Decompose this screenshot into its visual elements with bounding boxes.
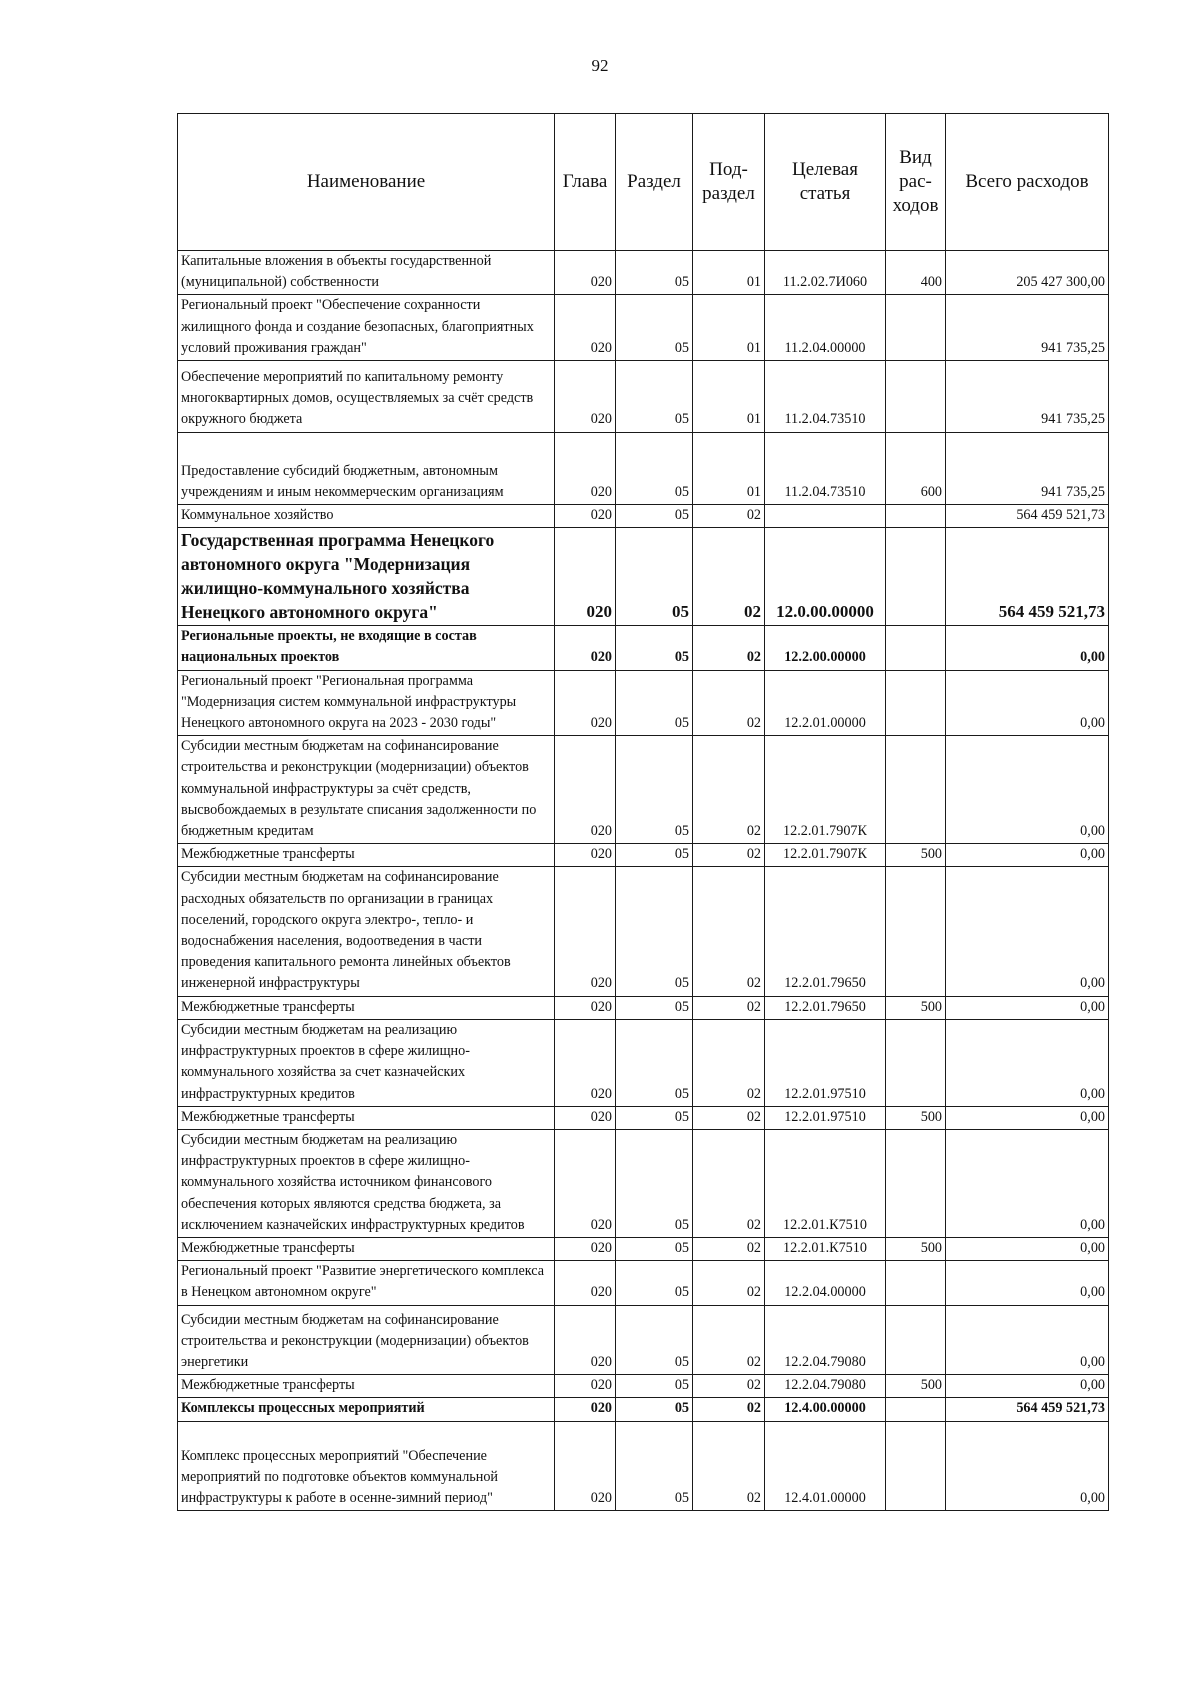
- cell-name: Обеспечение мероприятий по капитальному ремонту многоквартирных домов, осуществляемых за счёт средств окружного бюджета: [178, 361, 555, 433]
- cell-subsection: 02: [693, 1421, 765, 1511]
- cell-section: 05: [616, 505, 693, 528]
- cell-subsection: 02: [693, 1106, 765, 1129]
- cell-type: [886, 670, 946, 736]
- cell-subsection: 02: [693, 1398, 765, 1421]
- cell-name: Субсидии местным бюджетам на софинансирование строительства и реконструкции (модернизации) объектов энергетики: [178, 1305, 555, 1375]
- cell-subsection: 02: [693, 1305, 765, 1375]
- table-row: [178, 1305, 1109, 1375]
- cell-chapter: 020: [555, 295, 616, 361]
- cell-type: 500: [886, 1237, 946, 1260]
- header-name: Наименование: [178, 114, 555, 251]
- cell-type: [886, 1305, 946, 1375]
- cell-target: 12.2.01.К7510: [765, 1129, 886, 1237]
- cell-chapter: 020: [555, 1129, 616, 1237]
- cell-subsection: 02: [693, 626, 765, 670]
- cell-total: 0,00: [946, 1019, 1109, 1106]
- cell-subsection: 01: [693, 361, 765, 433]
- cell-subsection: 02: [693, 1375, 765, 1398]
- cell-section: 05: [616, 1398, 693, 1421]
- cell-chapter: 020: [555, 996, 616, 1019]
- cell-type: 500: [886, 996, 946, 1019]
- cell-subsection: 02: [693, 996, 765, 1019]
- budget-table: [177, 113, 1109, 1511]
- cell-section: 05: [616, 295, 693, 361]
- cell-name: Межбюджетные трансферты: [178, 996, 555, 1019]
- cell-target: 12.2.01.97510: [765, 1106, 886, 1129]
- cell-total: 0,00: [946, 1129, 1109, 1237]
- header-chapter: Глава: [555, 114, 616, 251]
- cell-section: 05: [616, 1129, 693, 1237]
- cell-target: 12.2.01.00000: [765, 670, 886, 736]
- cell-section: 05: [616, 1421, 693, 1511]
- cell-target: 11.2.04.73510: [765, 432, 886, 504]
- cell-type: [886, 736, 946, 844]
- cell-total: 564 459 521,73: [946, 528, 1109, 626]
- table-row: [178, 295, 1109, 361]
- cell-total: 941 735,25: [946, 295, 1109, 361]
- cell-type: [886, 1129, 946, 1237]
- cell-target: 12.0.00.00000: [765, 528, 886, 626]
- cell-chapter: 020: [555, 1375, 616, 1398]
- cell-total: 0,00: [946, 1106, 1109, 1129]
- cell-subsection: 02: [693, 505, 765, 528]
- cell-type: 500: [886, 1375, 946, 1398]
- cell-total: 941 735,25: [946, 361, 1109, 433]
- cell-type: 500: [886, 844, 946, 867]
- cell-section: 05: [616, 1106, 693, 1129]
- cell-name: Субсидии местным бюджетам на софинансирование расходных обязательств по организации в границах поселений, городского округа электро-, тепло- и водоснабжения населения, водоотведения в части проведения капитального ремонта линейных объектов инженерной инфраструктуры: [178, 867, 555, 996]
- table-row: [178, 1106, 1109, 1129]
- cell-name: Региональные проекты, не входящие в состав национальных проектов: [178, 626, 555, 670]
- header-subsection: Под-раздел: [693, 114, 765, 251]
- table-row: [178, 844, 1109, 867]
- cell-target: 12.2.04.00000: [765, 1261, 886, 1305]
- cell-target: 12.2.04.79080: [765, 1305, 886, 1375]
- cell-section: 05: [616, 844, 693, 867]
- table-row: [178, 996, 1109, 1019]
- cell-target: 12.2.01.97510: [765, 1019, 886, 1106]
- cell-type: [886, 361, 946, 433]
- cell-chapter: 020: [555, 1106, 616, 1129]
- cell-name: Субсидии местным бюджетам на реализацию инфраструктурных проектов в сфере жилищно-коммунального хозяйства за счет казначейских инфраструктурных кредитов: [178, 1019, 555, 1106]
- table-row: [178, 505, 1109, 528]
- cell-subsection: 02: [693, 1261, 765, 1305]
- cell-target: [765, 505, 886, 528]
- cell-chapter: 020: [555, 505, 616, 528]
- cell-total: 205 427 300,00: [946, 251, 1109, 295]
- cell-section: 05: [616, 1305, 693, 1375]
- cell-section: 05: [616, 996, 693, 1019]
- cell-subsection: 01: [693, 251, 765, 295]
- table-row: [178, 1375, 1109, 1398]
- cell-target: 12.2.01.7907К: [765, 736, 886, 844]
- cell-chapter: 020: [555, 1305, 616, 1375]
- cell-section: 05: [616, 361, 693, 433]
- cell-name: Региональный проект "Региональная программа "Модернизация систем коммунальной инфраструктуры Ненецкого автономного округа на 2023 - 2030 годы": [178, 670, 555, 736]
- cell-total: 0,00: [946, 1305, 1109, 1375]
- cell-total: 0,00: [946, 626, 1109, 670]
- cell-section: 05: [616, 1261, 693, 1305]
- cell-total: 941 735,25: [946, 432, 1109, 504]
- cell-total: 564 459 521,73: [946, 1398, 1109, 1421]
- cell-chapter: 020: [555, 528, 616, 626]
- table-row: [178, 1237, 1109, 1260]
- page-number: 92: [591, 56, 609, 75]
- cell-name: Комплексы процессных мероприятий: [178, 1398, 555, 1421]
- cell-name: Региональный проект "Обеспечение сохранности жилищного фонда и создание безопасных, благоприятных условий проживания граждан": [178, 295, 555, 361]
- cell-type: [886, 626, 946, 670]
- cell-chapter: 020: [555, 736, 616, 844]
- cell-subsection: 02: [693, 867, 765, 996]
- table-row: [178, 528, 1109, 626]
- cell-type: [886, 528, 946, 626]
- cell-target: 12.2.04.79080: [765, 1375, 886, 1398]
- header-type: Вид рас-ходов: [886, 114, 946, 251]
- header-total: Всего расходов: [946, 114, 1109, 251]
- cell-chapter: 020: [555, 867, 616, 996]
- cell-type: [886, 295, 946, 361]
- cell-name: Межбюджетные трансферты: [178, 1106, 555, 1129]
- cell-subsection: 02: [693, 1237, 765, 1260]
- cell-chapter: 020: [555, 626, 616, 670]
- cell-type: [886, 1261, 946, 1305]
- cell-chapter: 020: [555, 361, 616, 433]
- cell-total: 0,00: [946, 996, 1109, 1019]
- cell-subsection: 02: [693, 528, 765, 626]
- cell-name: Межбюджетные трансферты: [178, 1237, 555, 1260]
- cell-chapter: 020: [555, 1398, 616, 1421]
- cell-name: Предоставление субсидий бюджетным, автономным учреждениям и иным некоммерческим организациям: [178, 432, 555, 504]
- cell-name: Субсидии местным бюджетам на софинансирование строительства и реконструкции (модернизации) объектов коммунальной инфраструктуры за счёт средств, высвобождаемых в результате списания задолженности по бюджетным кредитам: [178, 736, 555, 844]
- cell-total: 0,00: [946, 736, 1109, 844]
- cell-total: 0,00: [946, 867, 1109, 996]
- cell-section: 05: [616, 432, 693, 504]
- cell-section: 05: [616, 528, 693, 626]
- table-row: [178, 251, 1109, 295]
- cell-section: 05: [616, 867, 693, 996]
- header-section: Раздел: [616, 114, 693, 251]
- header-target: Целевая статья: [765, 114, 886, 251]
- cell-target: 12.2.01.К7510: [765, 1237, 886, 1260]
- table-row: [178, 1129, 1109, 1237]
- cell-total: 0,00: [946, 1237, 1109, 1260]
- cell-type: 600: [886, 432, 946, 504]
- cell-chapter: 020: [555, 1237, 616, 1260]
- cell-target: 11.2.04.73510: [765, 361, 886, 433]
- table-header-row: [178, 114, 1109, 251]
- cell-section: 05: [616, 670, 693, 736]
- cell-name: Субсидии местным бюджетам на реализацию инфраструктурных проектов в сфере жилищно-коммунального хозяйства источником финансового обеспечения которых являются средства бюджета, за исключением казначейских инфраструктурных кредитов: [178, 1129, 555, 1237]
- cell-target: 12.2.01.79650: [765, 996, 886, 1019]
- cell-target: 12.2.00.00000: [765, 626, 886, 670]
- cell-target: 12.2.01.79650: [765, 867, 886, 996]
- cell-subsection: 02: [693, 1129, 765, 1237]
- cell-section: 05: [616, 626, 693, 670]
- cell-subsection: 01: [693, 432, 765, 504]
- cell-subsection: 02: [693, 844, 765, 867]
- cell-subsection: 02: [693, 670, 765, 736]
- cell-chapter: 020: [555, 1421, 616, 1511]
- cell-section: 05: [616, 1237, 693, 1260]
- table-row: [178, 867, 1109, 996]
- cell-type: [886, 867, 946, 996]
- cell-subsection: 01: [693, 295, 765, 361]
- table-row: [178, 432, 1109, 504]
- cell-total: 0,00: [946, 844, 1109, 867]
- cell-total: 564 459 521,73: [946, 505, 1109, 528]
- cell-type: [886, 505, 946, 528]
- cell-subsection: 02: [693, 1019, 765, 1106]
- cell-type: 400: [886, 251, 946, 295]
- cell-chapter: 020: [555, 1019, 616, 1106]
- table-row: [178, 1261, 1109, 1305]
- table-body: [178, 251, 1109, 1511]
- cell-chapter: 020: [555, 670, 616, 736]
- cell-name: Межбюджетные трансферты: [178, 1375, 555, 1398]
- table-row: [178, 736, 1109, 844]
- cell-type: [886, 1421, 946, 1511]
- cell-section: 05: [616, 1375, 693, 1398]
- cell-section: 05: [616, 736, 693, 844]
- cell-target: 11.2.04.00000: [765, 295, 886, 361]
- cell-target: 12.4.01.00000: [765, 1421, 886, 1511]
- cell-target: 12.2.01.7907К: [765, 844, 886, 867]
- cell-chapter: 020: [555, 432, 616, 504]
- cell-target: 12.4.00.00000: [765, 1398, 886, 1421]
- cell-total: 0,00: [946, 1421, 1109, 1511]
- cell-chapter: 020: [555, 1261, 616, 1305]
- table-row: [178, 1019, 1109, 1106]
- cell-name: Государственная программа Ненецкого автономного округа "Модернизация жилищно-коммунального хозяйства Ненецкого автономного округа": [178, 528, 555, 626]
- cell-type: [886, 1398, 946, 1421]
- cell-name: Региональный проект "Развитие энергетического комплекса в Ненецком автономном округе": [178, 1261, 555, 1305]
- table-row: [178, 1398, 1109, 1421]
- cell-name: Комплекс процессных мероприятий "Обеспечение мероприятий по подготовке объектов коммунальной инфраструктуры к работе в осенне-зимний период": [178, 1421, 555, 1511]
- cell-total: 0,00: [946, 1375, 1109, 1398]
- cell-section: 05: [616, 1019, 693, 1106]
- cell-target: 11.2.02.7И060: [765, 251, 886, 295]
- cell-subsection: 02: [693, 736, 765, 844]
- cell-type: 500: [886, 1106, 946, 1129]
- cell-name: Капитальные вложения в объекты государственной (муниципальной) собственности: [178, 251, 555, 295]
- table-row: [178, 361, 1109, 433]
- cell-name: Межбюджетные трансферты: [178, 844, 555, 867]
- cell-chapter: 020: [555, 844, 616, 867]
- cell-section: 05: [616, 251, 693, 295]
- table-row: [178, 626, 1109, 670]
- cell-total: 0,00: [946, 670, 1109, 736]
- cell-total: 0,00: [946, 1261, 1109, 1305]
- table-row: [178, 1421, 1109, 1511]
- cell-chapter: 020: [555, 251, 616, 295]
- table-row: [178, 670, 1109, 736]
- cell-type: [886, 1019, 946, 1106]
- cell-name: Коммунальное хозяйство: [178, 505, 555, 528]
